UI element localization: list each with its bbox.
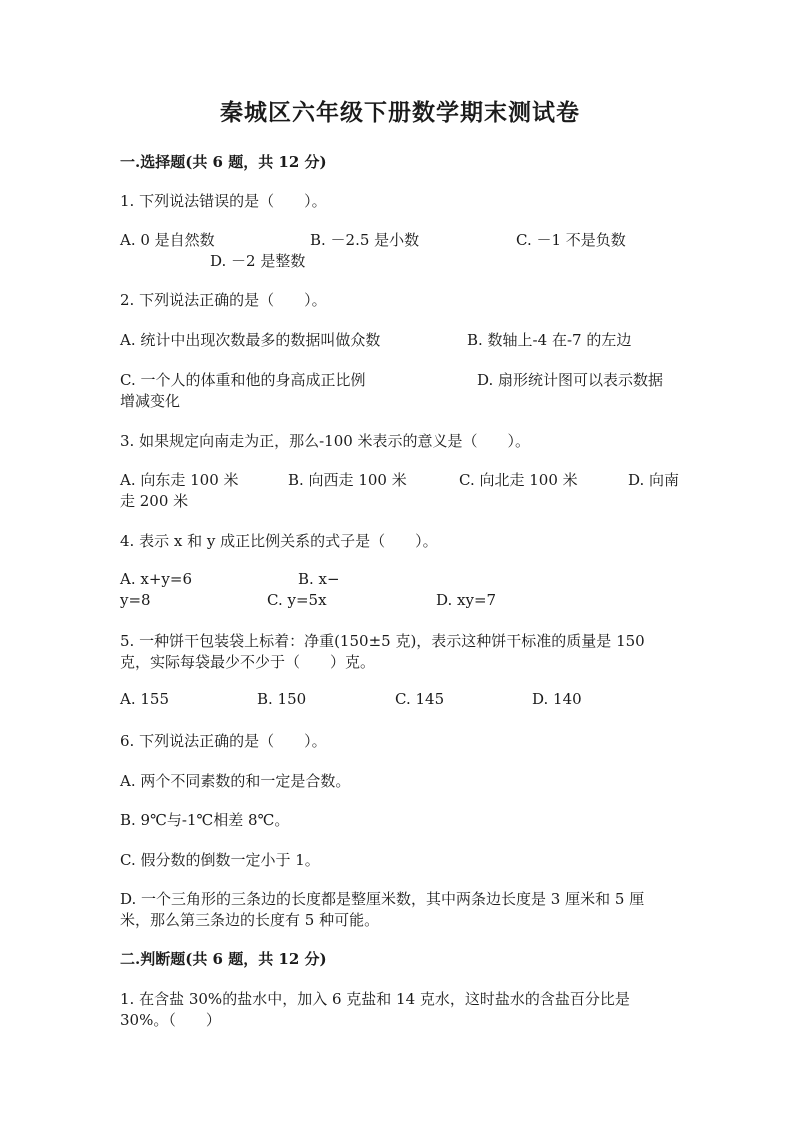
question-5-option-d: D. 140 (532, 690, 582, 708)
question-2-option-c: C. 一个人的体重和他的身高成正比例 (120, 371, 366, 389)
question-6-option-d: D. 一个三角形的三条边的长度都是整厘米数，其中两条边长度是 3 厘米和 5 厘 (120, 890, 645, 908)
question-5-stem: 5. 一种饼干包装袋上标着：净重(150±5 克)，表示这种饼干标准的质量是 150 (120, 632, 645, 650)
question-4-option-b: B. x− (298, 570, 340, 588)
section-heading-choice: 一.选择题(共 6 题，共 12 分) (120, 153, 327, 171)
question-2-option-b: B. 数轴上-4 在-7 的左边 (467, 331, 632, 349)
judgement-question-1-stem-continued: 30%。（ ） (120, 1011, 221, 1029)
question-3-option-b: B. 向西走 100 米 (288, 471, 407, 489)
question-4-option-d: D. xy=7 (436, 591, 497, 609)
question-1-option-c: C. －1 不是负数 (516, 231, 626, 249)
question-4-option-c: C. y=5x (267, 591, 327, 609)
judgement-question-1-stem: 1. 在含盐 30%的盐水中，加入 6 克盐和 14 克水，这时盐水的含盐百分比是 (120, 990, 630, 1008)
question-2-option-a: A. 统计中出现次数最多的数据叫做众数 (120, 331, 381, 349)
question-3-stem: 3. 如果规定向南走为正，那么-100 米表示的意义是（ ）。 (120, 432, 531, 450)
question-3-option-d: D. 向南 (628, 471, 680, 489)
page-title: 秦城区六年级下册数学期末测试卷 (220, 99, 580, 126)
question-2-option-d-continued: 增减变化 (120, 392, 181, 410)
question-2-stem: 2. 下列说法正确的是（ ）。 (120, 291, 327, 309)
question-3-option-a: A. 向东走 100 米 (120, 471, 239, 489)
question-4-option-b-continued: y=8 (120, 591, 151, 609)
question-1-option-a: A. 0 是自然数 (120, 231, 215, 249)
question-5-option-a: A. 155 (120, 690, 169, 708)
question-6-option-b: B. 9℃与-1℃相差 8℃。 (120, 811, 290, 829)
question-4-stem: 4. 表示 x 和 y 成正比例关系的式子是（ ）。 (120, 532, 438, 550)
question-6-stem: 6. 下列说法正确的是（ ）。 (120, 732, 327, 750)
question-4-option-a: A. x+y=6 (120, 570, 192, 588)
question-5-option-b: B. 150 (257, 690, 307, 708)
question-6-option-a: A. 两个不同素数的和一定是合数。 (120, 772, 351, 790)
question-5-stem-continued: 克，实际每袋最少不少于（ ）克。 (120, 653, 376, 671)
question-1-option-d: D. －2 是整数 (210, 252, 306, 270)
section-heading-judgement: 二.判断题(共 6 题，共 12 分) (120, 950, 327, 968)
question-1-stem: 1. 下列说法错误的是（ ）。 (120, 192, 327, 210)
question-3-option-c: C. 向北走 100 米 (459, 471, 578, 489)
question-2-option-d: D. 扇形统计图可以表示数据 (477, 371, 664, 389)
question-3-option-d-continued: 走 200 米 (120, 492, 189, 510)
question-6-option-c: C. 假分数的倒数一定小于 1。 (120, 851, 320, 869)
question-1-option-b: B. －2.5 是小数 (310, 231, 420, 249)
question-6-option-d-continued: 米，那么第三条边的长度有 5 种可能。 (120, 911, 380, 929)
question-5-option-c: C. 145 (395, 690, 445, 708)
